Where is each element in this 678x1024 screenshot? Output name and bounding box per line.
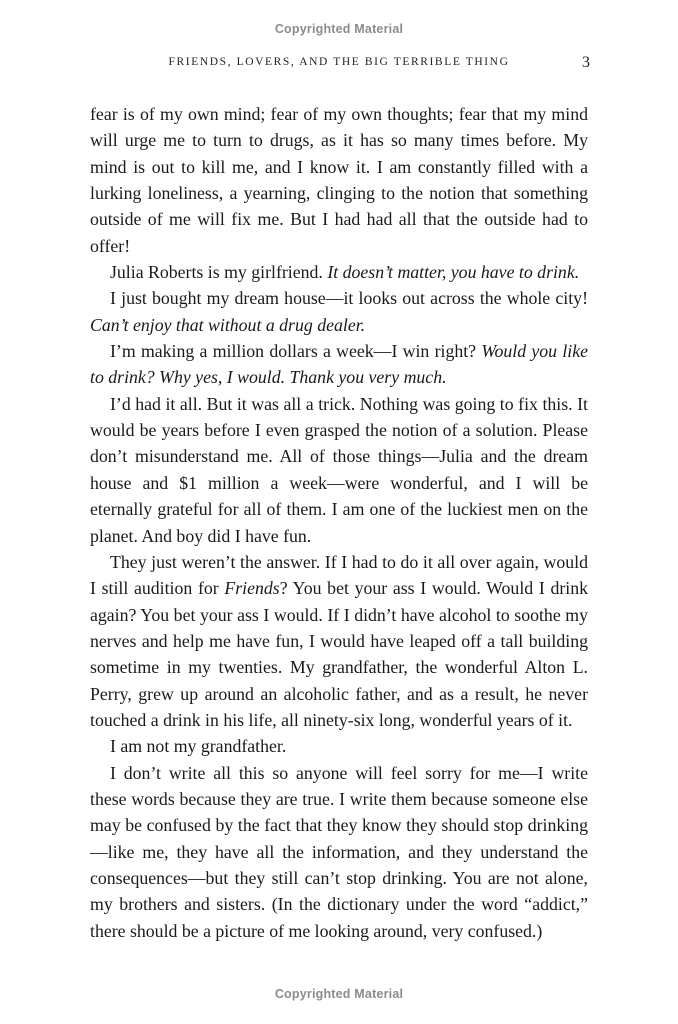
running-title: FRIENDS, LOVERS, AND THE BIG TERRIBLE THING bbox=[168, 56, 510, 68]
paragraph bbox=[90, 101, 588, 259]
text-run: They just weren’t the answer. If I had to do it all over again, would I still audition for bbox=[90, 551, 588, 599]
text-run: I just bought my dream house—it looks out across the whole city! bbox=[110, 288, 588, 309]
body-text bbox=[90, 101, 588, 944]
text-run: I’m making a million dollars a week—I win right? bbox=[110, 341, 482, 362]
paragraph bbox=[90, 338, 588, 391]
paragraph bbox=[90, 549, 588, 733]
text-run: ? You bet your ass I would. Would I drink again? You bet your ass I would. If I didn’t have alcohol to soothe my nerves and help me have fun, I would have leaped off a tall building sometime in my twenties. My grandfather, the wonderful Alton L. Perry, grew up around an alcoholic father, and as a result, he never touched a drink in his life, all ninety-six long, wonderful years of it. bbox=[90, 578, 588, 730]
paragraph bbox=[90, 391, 588, 549]
text-run: I’d had it all. But it was all a trick. Nothing was going to fix this. It would be years before I even grasped the notion of a solution. Please don’t misunderstand me. All of those things—Julia and the dream house and $1 million a week—were wonderful, and I will be eternally grateful for all of them. I am one of the luckiest men on the planet. And boy did I have fun. bbox=[90, 393, 588, 546]
text-run: I am not my grandfather. bbox=[110, 736, 287, 757]
paragraph bbox=[90, 760, 588, 944]
italic-text: It doesn’t matter, you have to drink. bbox=[327, 262, 580, 283]
italic-text: Would you like to drink? Why yes, I would. Thank you very much. bbox=[90, 341, 588, 388]
page-number: 3 bbox=[582, 54, 590, 71]
italic-text: Can’t enjoy that without a drug dealer. bbox=[90, 314, 366, 335]
text-run: Julia Roberts is my girlfriend. bbox=[110, 262, 328, 283]
paragraph bbox=[90, 259, 588, 285]
paragraph bbox=[90, 285, 588, 338]
copyright-watermark-bottom: Copyrighted Material bbox=[274, 987, 404, 1001]
italic-text: Friends bbox=[224, 578, 280, 599]
paragraph bbox=[90, 733, 588, 759]
running-head bbox=[0, 54, 678, 74]
text-run: I don’t write all this so anyone will feel sorry for me—I write these words because they are true. I write them because someone else may be confused by the fact that they know they should stop drinking—like me, they have all the information, and they understand the consequences—but they still can’t stop drinking. You are not alone, my brothers and sisters. (In the dictionary under the word “addict,” there should be a picture of me looking around, very confused.) bbox=[90, 762, 588, 941]
copyright-watermark-top: Copyrighted Material bbox=[274, 22, 404, 36]
text-run: fear is of my own mind; fear of my own thoughts; fear that my mind will urge me to turn to drugs, as it has so many times before. My mind is out to kill me, and I know it. I am constantly filled with a lurking loneliness, a yearning, clinging to the notion that something outside of me will fix me. But I had had all that the outside had to offer! bbox=[90, 104, 588, 256]
